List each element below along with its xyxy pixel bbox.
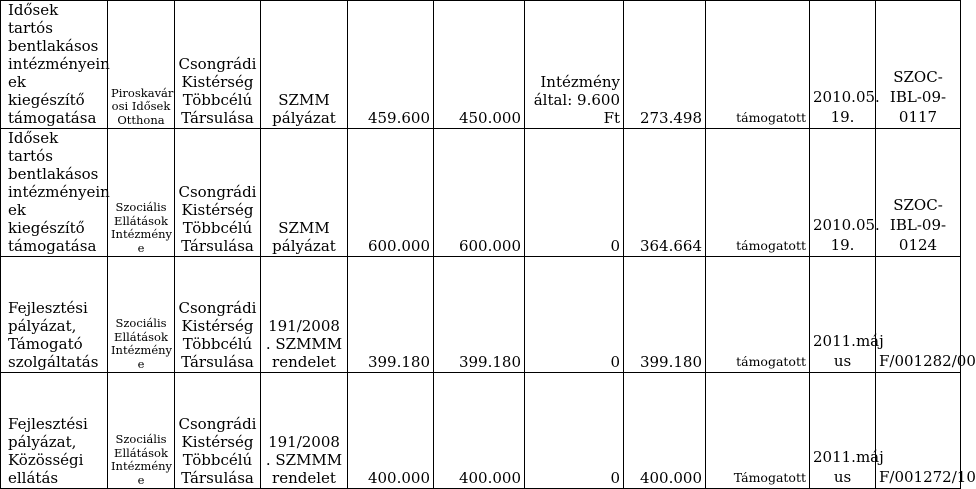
status-cell <box>706 1 810 129</box>
beneficiary-cell-line: e <box>137 472 145 487</box>
own-contribution-cell-line: 0 <box>610 353 620 371</box>
amount-granted-cell-value: 600.000 <box>458 237 521 255</box>
date-cell-line: 2011.máj <box>813 448 884 466</box>
id-cell-line: F/001282/00 <box>879 352 976 370</box>
project-cell-line: pályázat, <box>8 433 77 451</box>
applicant-cell-line: Kistérség <box>181 433 254 451</box>
status-cell <box>706 373 810 489</box>
applicant-cell-line: Többcélú <box>182 451 253 469</box>
id-cell <box>876 257 976 373</box>
total-cell-value: 400.000 <box>639 469 702 487</box>
amount-granted-cell-value: 400.000 <box>458 469 521 487</box>
applicant-cell <box>175 373 261 489</box>
date-cell <box>810 1 880 129</box>
id-cell <box>876 129 961 257</box>
project-cell-line: intézményein <box>8 55 110 73</box>
beneficiary-cell-line: osi Idősek <box>111 99 171 113</box>
amount-requested-cell <box>348 373 434 489</box>
beneficiary-cell-line: Ellátások <box>114 445 168 460</box>
project-cell-line: bentlakásos <box>8 165 99 183</box>
amount-granted-cell-value: 450.000 <box>458 109 521 127</box>
status-cell-value: támogatott <box>736 110 806 125</box>
beneficiary-cell <box>108 1 175 129</box>
project-cell <box>1 257 108 373</box>
applicant-cell-line: Többcélú <box>182 335 253 353</box>
applicant-cell-line: Társulása <box>181 109 254 127</box>
id-cell <box>876 373 976 489</box>
amount-requested-cell-value: 400.000 <box>367 469 430 487</box>
applicant-cell-line: Kistérség <box>181 201 254 219</box>
applicant-cell-line: Társulása <box>181 469 254 487</box>
beneficiary-cell-line: Piroskavár <box>111 85 174 100</box>
amount-granted-cell <box>434 1 525 129</box>
project-cell-line: ek kiegészítő <box>8 73 85 109</box>
amount-requested-cell <box>348 1 434 129</box>
beneficiary-cell <box>108 257 175 373</box>
beneficiary-cell-line: Ellátások <box>114 329 168 344</box>
applicant-cell-line: Többcélú <box>182 219 253 237</box>
total-cell-value: 399.180 <box>639 353 702 371</box>
table-row <box>1 373 961 489</box>
source-cell-line: . SZMMM <box>265 335 343 353</box>
applicant-cell-line: Csongrádi <box>178 415 257 433</box>
status-cell-value: támogatott <box>736 238 806 253</box>
date-cell <box>810 129 880 257</box>
project-cell-line: Közösségi <box>8 451 84 469</box>
project-cell-line: intézményein <box>8 183 110 201</box>
total-cell <box>624 257 706 373</box>
date-cell-line: 2010.05. <box>813 88 880 106</box>
amount-granted-cell <box>434 129 525 257</box>
source-cell-line: 191/2008 <box>268 317 340 335</box>
source-cell <box>261 1 348 129</box>
date-cell-line: us <box>833 468 852 486</box>
date-cell-line: us <box>833 352 852 370</box>
amount-granted-cell <box>434 257 525 373</box>
applicant-cell-line: Kistérség <box>181 73 254 91</box>
id-cell-line: 0117 <box>898 108 938 126</box>
source-cell <box>261 129 348 257</box>
id-cell-line: F/001272/10 <box>879 468 976 486</box>
beneficiary-cell-line: Szociális <box>115 316 167 330</box>
date-cell-line: 19. <box>830 236 855 254</box>
status-cell-value: Támogatott <box>733 470 806 485</box>
project-cell <box>1 129 108 257</box>
amount-requested-cell <box>348 129 434 257</box>
project-cell-line: Idősek tartós <box>8 1 59 37</box>
project-cell-line: bentlakásos <box>8 37 99 55</box>
source-cell-line: SZMM <box>278 91 330 109</box>
table-row <box>1 257 961 373</box>
beneficiary-cell-line: e <box>137 240 145 255</box>
project-cell-line: pályázat, <box>8 317 77 335</box>
own-contribution-cell-line: 0 <box>610 469 620 487</box>
source-cell <box>261 373 348 489</box>
project-cell <box>1 373 108 489</box>
own-contribution-cell <box>525 373 624 489</box>
beneficiary-cell-line: Szociális <box>115 200 167 214</box>
own-contribution-cell <box>525 129 624 257</box>
beneficiary-cell <box>108 129 175 257</box>
source-cell-line: . SZMMM <box>265 451 343 469</box>
beneficiary-cell-line: Intézmény <box>111 343 173 357</box>
source-cell-line: 191/2008 <box>268 433 340 451</box>
project-cell-line: támogatása <box>8 109 97 127</box>
amount-requested-cell-value: 600.000 <box>367 237 430 255</box>
table-row <box>1 1 961 129</box>
total-cell-value: 273.498 <box>639 109 702 127</box>
beneficiary-cell <box>108 373 175 489</box>
beneficiary-cell-line: Szociális <box>115 432 167 446</box>
applicant-cell-line: Társulása <box>181 237 254 255</box>
project-cell-line: Idősek tartós <box>8 129 59 165</box>
id-cell-line: 0124 <box>898 236 938 254</box>
total-cell <box>624 373 706 489</box>
id-cell <box>876 1 961 129</box>
own-contribution-cell-line: Intézmény <box>540 73 620 91</box>
amount-granted-cell <box>434 373 525 489</box>
total-cell <box>624 129 706 257</box>
own-contribution-cell-line: által: 9.600 <box>533 91 620 109</box>
amount-requested-cell-value: 459.600 <box>367 109 430 127</box>
amount-requested-cell <box>348 257 434 373</box>
project-cell <box>1 1 108 129</box>
total-cell <box>624 1 706 129</box>
beneficiary-cell-line: e <box>137 356 145 371</box>
date-cell <box>810 373 884 489</box>
date-cell-line: 19. <box>830 108 855 126</box>
date-cell-line: 2011.máj <box>813 332 884 350</box>
amount-granted-cell-value: 399.180 <box>458 353 521 371</box>
date-cell <box>810 257 884 373</box>
date-cell-line: 2010.05. <box>813 216 880 234</box>
total-cell-value: 364.664 <box>639 237 702 255</box>
applicant-cell <box>175 1 261 129</box>
own-contribution-cell <box>525 257 624 373</box>
own-contribution-cell-line: Ft <box>603 109 620 127</box>
project-cell-line: ek kiegészítő <box>8 201 85 237</box>
source-cell-line: rendelet <box>272 469 336 487</box>
id-cell-line: SZOC-IBL-09- <box>889 68 947 106</box>
project-cell-line: Fejlesztési <box>8 299 88 317</box>
applicant-cell-line: Csongrádi <box>178 55 257 73</box>
applicant-cell-line: Kistérség <box>181 317 254 335</box>
project-cell-line: ellátás <box>8 469 59 487</box>
status-cell-value: támogatott <box>736 354 806 369</box>
applicant-cell-line: Csongrádi <box>178 299 257 317</box>
source-cell-line: SZMM <box>278 219 330 237</box>
project-cell-line: Támogató <box>8 335 83 353</box>
applicant-cell <box>175 257 261 373</box>
applicant-cell-line: Többcélú <box>182 91 253 109</box>
project-cell-line: szolgáltatás <box>8 353 99 371</box>
beneficiary-cell-line: Ellátások <box>114 213 168 228</box>
status-cell <box>706 257 810 373</box>
own-contribution-cell <box>525 1 624 129</box>
applicant-cell-line: Csongrádi <box>178 183 257 201</box>
project-cell-line: Fejlesztési <box>8 415 88 433</box>
project-cell-line: támogatása <box>8 237 97 255</box>
source-cell <box>261 257 348 373</box>
amount-requested-cell-value: 399.180 <box>367 353 430 371</box>
applicant-cell <box>175 129 261 257</box>
applicant-cell-line: Társulása <box>181 353 254 371</box>
source-cell-line: pályázat <box>272 237 336 255</box>
beneficiary-cell-line: Intézmény <box>111 459 173 473</box>
source-cell-line: rendelet <box>272 353 336 371</box>
beneficiary-cell-line: Intézmény <box>111 227 173 241</box>
table-row <box>1 129 961 257</box>
id-cell-line: SZOC-IBL-09- <box>889 196 947 234</box>
status-cell <box>706 129 810 257</box>
own-contribution-cell-line: 0 <box>610 237 620 255</box>
source-cell-line: pályázat <box>272 109 336 127</box>
beneficiary-cell-line: Otthona <box>117 112 165 127</box>
